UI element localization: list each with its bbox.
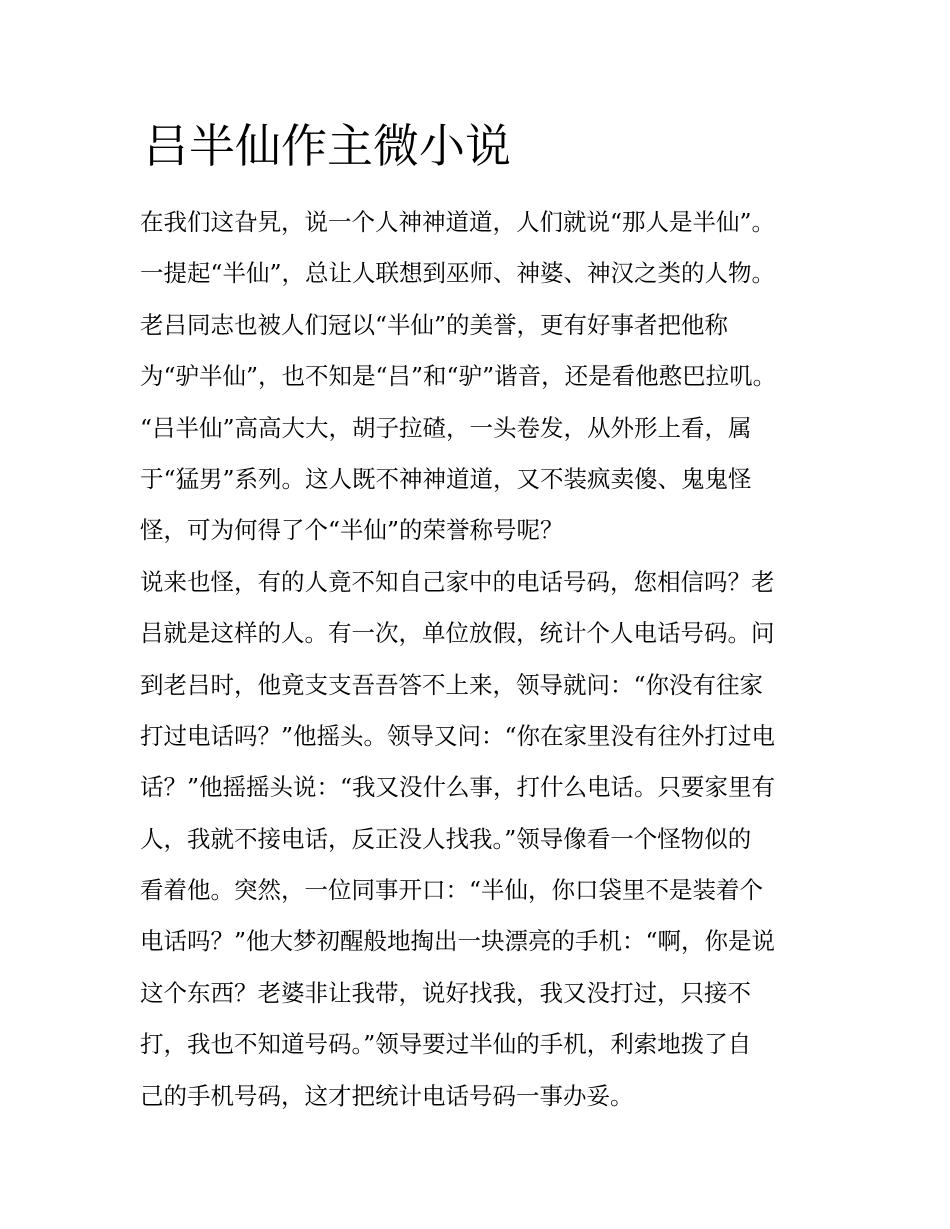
text-line: 吕就是这样的人。有一次，单位放假，统计个人电话号码。问 [140,619,775,648]
text-line: 这个东西？老婆非让我带，说好找我，我又没打过，只接不 [140,978,751,1007]
text-line: 于“猛男”系列。这人既不神神道道，又不装疯卖傻、鬼鬼怪 [140,464,752,493]
text-line: 电话吗？”他大梦初醒般地掏出一块漂亮的手机：“啊，你是说 [140,927,776,956]
text-line: 己的手机号码，这才把统计电话号码一事办妥。 [140,1081,634,1110]
document-title: 吕半仙作主微小说 [143,119,511,173]
text-line: 怪，可为何得了个“半仙”的荣誉称号呢？ [140,516,564,545]
text-line: 打，我也不知道号码。”领导要过半仙的手机，利索地拨了自 [140,1030,752,1059]
text-line: 人，我就不接电话，反正没人找我。”领导像看一个怪物似的 [140,824,752,853]
text-line: 话？”他摇摇头说：“我又没什么事，打什么电话。只要家里有 [140,773,776,802]
text-line: 打过电话吗？”他摇头。领导又问：“你在家里没有往外打过电 [140,721,776,750]
text-line: 一提起“半仙”，总让人联想到巫师、神婆、神汉之类的人物。 [140,259,776,288]
text-line: 在我们这旮旯，说一个人神神道道，人们就说“那人是半仙”。 [140,208,776,236]
text-line: 说来也怪，有的人竟不知自己家中的电话号码，您相信吗？老 [140,567,775,596]
text-line: 到老吕时，他竟支支吾吾答不上来，领导就问：“你没有往家 [140,670,764,699]
text-line: “吕半仙”高高大大，胡子拉碴，一头卷发，从外形上看，属 [140,413,752,442]
document-body [140,197,820,1122]
text-line: 为“驴半仙”，也不知是“吕”和“驴”谐音，还是看他憨巴拉叽。 [140,362,777,391]
text-line: 看着他。突然，一位同事开口：“半仙，你口袋里不是装着个 [140,876,764,905]
text-line: 老吕同志也被人们冠以“半仙”的美誉，更有好事者把他称 [140,310,729,339]
